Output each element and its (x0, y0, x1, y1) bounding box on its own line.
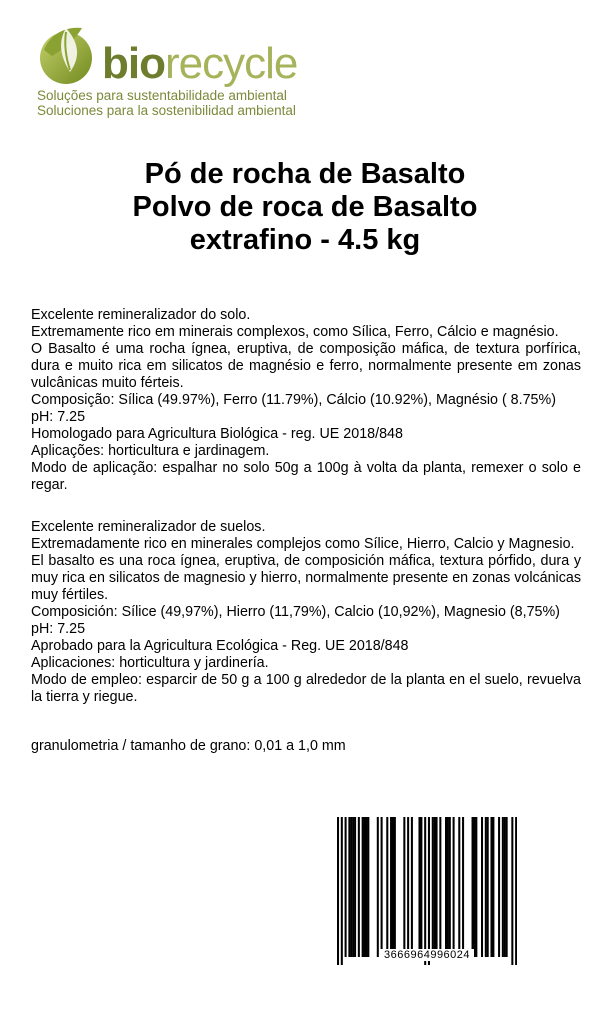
es-line: Modo de empleo: esparcir de 50 g a 100 g alrededor de la planta en el suelo, revuelva la tierra y riegue. (31, 672, 581, 705)
barcode-bar (449, 817, 451, 957)
barcode-bar (354, 817, 356, 957)
barcode-bar (350, 817, 352, 957)
barcode-bar (515, 817, 517, 965)
barcode-bar (348, 817, 350, 957)
pt-line: Homologado para Agricultura Biológica - reg. UE 2018/848 (31, 426, 403, 442)
barcode-bar (365, 817, 367, 957)
pt-line: Composição: Sílica (49.97%), Ferro (11.79%), Cálcio (10.92%), Magnésio ( 8.75%) (31, 392, 556, 408)
barcode-bar (447, 817, 449, 957)
brand-name-recycle: recycle (164, 39, 298, 88)
barcode-bar (420, 817, 422, 957)
brand-name (102, 40, 297, 88)
es-line: Aprobado para la Agricultura Ecológica - Reg. UE 2018/848 (31, 638, 409, 654)
barcode-bar (462, 817, 464, 957)
barcode-bar (367, 817, 369, 957)
barcode-bar (487, 817, 489, 957)
barcode-bar (390, 817, 392, 957)
es-line: Excelente remineralizador de suelos. (31, 519, 266, 535)
barcode-bar (439, 817, 441, 957)
barcode-bar (364, 817, 366, 957)
pt-line: Modo de aplicação: espalhar no solo 50g a 100g à volta da planta, remexer o solo e regar. (31, 460, 581, 493)
barcode-bar (424, 817, 426, 965)
barcode-bar (403, 817, 405, 957)
barcode-bars (337, 817, 517, 965)
barcode-bar (445, 817, 447, 957)
barcode-bar (502, 817, 504, 957)
barcode (322, 802, 532, 984)
barcode-bar (394, 817, 396, 957)
barcode-bar (506, 817, 508, 957)
barcode-bar (386, 817, 388, 957)
barcode-bar (492, 817, 494, 957)
barcode-bar (345, 817, 347, 957)
barcode-bar (411, 817, 413, 957)
barcode-bar (377, 817, 379, 957)
es-line: pH: 7.25 (31, 621, 86, 637)
es-line: Composición: Sílice (49,97%), Hierro (11,79%), Calcio (10,92%), Magnesio (8,75%) (31, 604, 560, 620)
barcode-bar (481, 817, 483, 957)
pt-line: Excelente remineralizador do solo. (31, 307, 251, 323)
pt-line: Aplicações: horticultura e jardinagem. (31, 443, 270, 459)
description-es (31, 519, 581, 706)
es-line: Extremadamente rico en minerales complejos como Sílice, Hierro, Calcio y Magnesio. (31, 536, 575, 552)
barcode-bar (392, 817, 394, 957)
barcode-bar (381, 817, 383, 957)
barcode-bar (341, 817, 343, 965)
granulometry-text: granulometria / tamanho de grano: 0,01 a 1,0 mm (31, 738, 346, 754)
barcode-bar (418, 817, 420, 957)
barcode-bar (511, 817, 513, 965)
barcode-bar (473, 817, 475, 957)
brand-name-bio: bio (102, 39, 165, 88)
barcode-bar (472, 817, 474, 957)
title-line-pt: Pó de rocha de Basalto (144, 158, 466, 190)
barcode-bar (436, 817, 438, 957)
product-title (0, 158, 610, 257)
tagline-es: Soluciones para la sostenibilidad ambiental (37, 103, 296, 118)
barcode-bar (428, 817, 430, 965)
pt-line: O Basalto é uma rocha ígnea, eruptiva, de composição máfica, de textura porfírica, dura e muito rica em silicatos de magnésio e ferro, normalmente presente em zonas vulcânicas muito férteis. (31, 341, 581, 391)
barcode-number: 3666964996024 (380, 949, 474, 961)
description-pt (31, 307, 581, 494)
es-line: Aplicaciones: horticultura y jardinería. (31, 655, 269, 671)
title-line-es: Polvo de roca de Basalto (132, 191, 478, 223)
es-line: El basalto es una roca ígnea, eruptiva, de composición máfica, textura pórfido, dura y muy rica en silicatos de magnesio y hierro, normalmente presente en zonas volcánicas muy fértiles. (31, 553, 581, 603)
pt-line: pH: 7.25 (31, 409, 86, 425)
pt-line: Extremamente rico em minerais complexos, como Sílica, Ferro, Cálcio e magnésio. (31, 324, 559, 340)
barcode-bar (498, 817, 500, 957)
tagline-pt: Soluções para sustentabilidade ambiental (37, 88, 287, 103)
barcode-bar (434, 817, 436, 957)
brand-logo (36, 22, 296, 88)
barcode-bar (485, 817, 487, 957)
barcode-bar (407, 817, 409, 957)
title-line-size: extrafino - 4.5 kg (189, 224, 421, 256)
barcode-bar (358, 817, 360, 957)
barcode-bar (432, 817, 434, 957)
barcode-bar (490, 817, 492, 957)
barcode-bar (458, 817, 460, 957)
barcode-bar (362, 817, 364, 957)
barcode-bar (504, 817, 506, 957)
barcode-bar (337, 817, 339, 965)
barcode-bar (475, 817, 477, 957)
leaf-drop-icon (36, 22, 96, 88)
barcode-bar (352, 817, 354, 957)
barcode-bar (453, 817, 455, 957)
